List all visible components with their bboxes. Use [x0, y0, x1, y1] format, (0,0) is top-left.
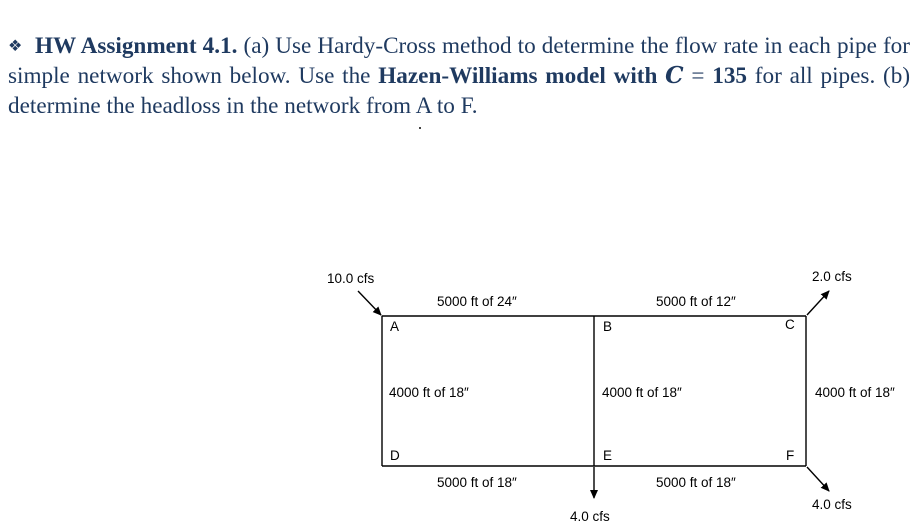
part-a-end: for all pipes.: [754, 63, 876, 89]
pipe-label-ab: 5000 ft of 24″: [437, 294, 517, 309]
pipe-label-de: 5000 ft of 18″: [437, 475, 517, 490]
model-name: Hazen-Williams model with: [378, 63, 658, 89]
node-label-c: C: [785, 317, 795, 332]
coefficient-equals: =: [691, 63, 705, 89]
pipe-label-ef: 5000 ft of 18″: [656, 475, 736, 490]
coefficient-symbol: C: [665, 62, 684, 89]
inflow-arrow-a: [358, 291, 381, 315]
flow-label-outflow-f: 4.0 cfs: [812, 497, 852, 512]
part-b-text: (b) determine the headloss in the network from A to F.: [8, 63, 911, 119]
coefficient-value: 135: [712, 63, 748, 89]
pipe-label-ad: 4000 ft of 18″: [389, 385, 469, 400]
node-label-d: D: [390, 448, 400, 463]
outflow-arrow-c: [807, 291, 829, 315]
flow-label-outflow-c: 2.0 cfs: [812, 269, 852, 284]
pipe-label-bc: 5000 ft of 12″: [656, 294, 736, 309]
node-label-e: E: [603, 448, 613, 463]
flow-label-outflow-e: 4.0 cfs: [570, 509, 610, 524]
outflow-arrow-f: [807, 467, 829, 491]
part-a-intro: (a) Use Hardy-Cross method to determine the flow rate in each pipe for simple network shown below. Use the: [8, 32, 910, 89]
flow-label-inflow-a: 10.0 cfs: [327, 271, 375, 286]
node-label-b: B: [603, 319, 613, 334]
pipe-label-be: 4000 ft of 18″: [602, 385, 682, 400]
pipe-label-cf: 4000 ft of 18″: [815, 385, 895, 400]
assignment-label: HW Assignment 4.1.: [35, 32, 238, 59]
node-label-a: A: [390, 319, 400, 334]
diamond-bullet-icon: ❖: [8, 37, 23, 55]
node-label-f: F: [786, 448, 795, 463]
